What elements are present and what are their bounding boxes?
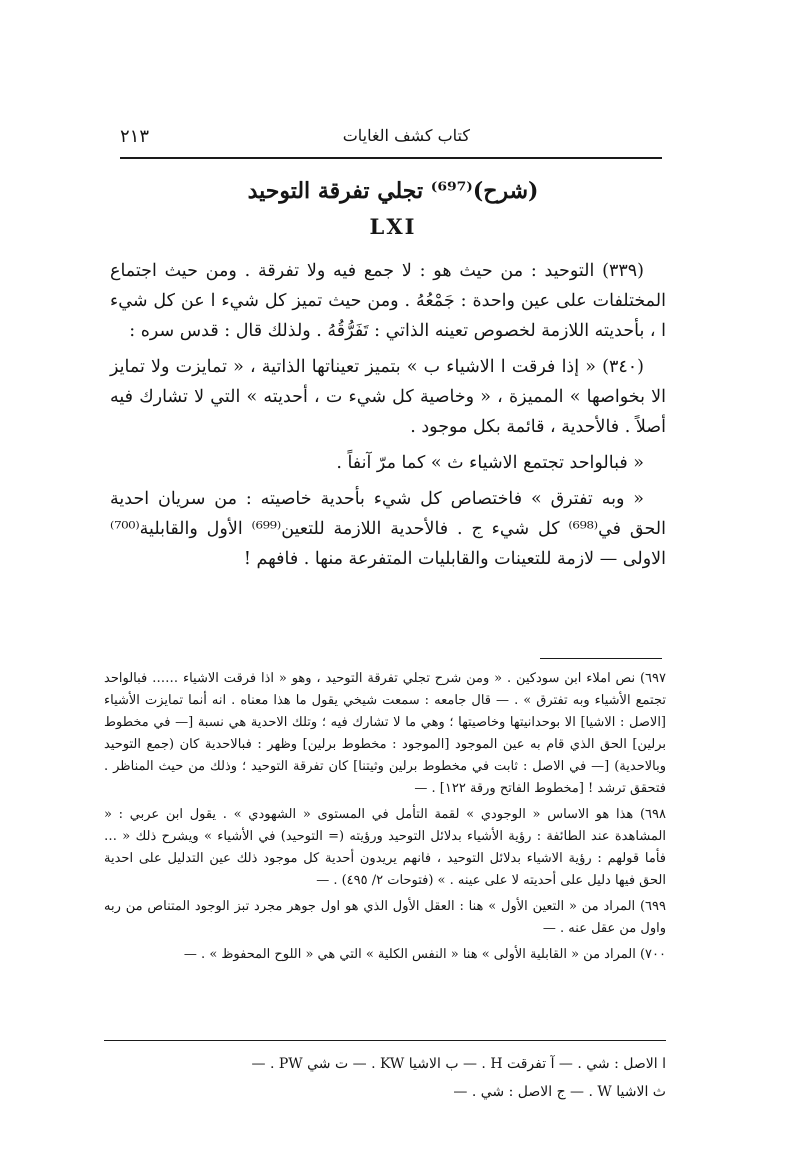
paragraph-339: (٣٣٩) التوحيد : من حيث هو : لا جمع فيه ولا تفرقة . ومن حيث اجتماع المختلفات على عين واحدة : جَمْعُهُ . ومن حيث تميز كل شيء ا عن كل شيء ا ، بأحديته اللازمة لخصوص تعينه الذاتي : تَفَرُّقُهُ . ولذلك قال : قدس سره : [110,261,666,341]
footnote-698: ٦٩٨) هذا هو الاساس « الوجودي » لقمة التأمل في المستوى « الشهودي » . يقول ابن عربي : « المشاهدة عند الطائفة : رؤية الأشياء بدلائل التوحيد ورؤيته (= التوحيد) في الأشياء » ويشرح ذلك « … فأما قولهم : رؤية الاشياء بدلائل التوحيد ، فانهم يريدون أحدية كل موجود ذلك عين التدليل على احدية الحق فيها دليل على أحديته لا على عينه . » (فتوحات ٢/ ٤٩٥) . — [104,807,666,888]
footnote-rule [540,658,662,659]
footnote-699: ٦٩٩) المراد من « التعين الأول » هنا : العقل الأول الذي هو اول جوهر مجرد تبز الوجود المتناص من ربه واول من عقل عنه . — [104,899,666,936]
footnote-697: ٦٩٧) نص املاء ابن سودكين . « ومن شرح تجلي تفرقة التوحيد ، وهو « اذا فرقت الاشياء …… فبالواحد تجتمع الأشياء وبه تفترق » . — قال جامعه : سمعت شيخي يقول ما هذا معناه . انه أنما تمايزت الأشياء [الاصل : الاشيا] الا بوحدانيتها وخاصيتها ؛ وهي ما لا تشارك فيه ؛ وتلك الاحدية هي نسبة [— في مخطوط برلين] الحق الذي قام به عين الموجود [الموجود : مخطوط برلين] وظهر : فبالاحدية كان (جمع التوحيد وبالاحدية) [— في الاصل : ثابت في مخطوط برلين وثيتنا] كان تفرقة التوحيد ؛ وذلك من حيث المناظر . فتحقق ترشد ! [مخطوط الفاتح ورقة ١٢٢] . — [104,671,666,796]
running-header [120,120,660,156]
apparatus-line-2: ث الاشيا W . — ج الاصل : شي . — [453,1084,666,1100]
footnotes [104,668,666,970]
apparatus-rule [104,1040,666,1041]
paragraph-quote-separation: « وبه تفترق » فاختصاص كل شيء بأحدية خاصيته : من سريان احدية الحق في⁽⁶⁹⁸⁾ كل شيء ج . فالأحدية اللازمة للتعين⁽⁶⁹⁹⁾ الأول والقابلية⁽⁷⁰⁰⁾ الاولى — لازمة للتعينات والقابليات المتفرعة منها . فافهم ! [110,489,667,569]
section-title: (شرح)⁽⁶⁹⁷⁾ تجلي تفرقة التوحيد [247,178,539,204]
main-text [110,256,666,580]
header-rule [120,157,662,159]
apparatus-line-1: ا الاصل : شي . — آ تفرقت H . — ب الاشيا KW . — ت شي PW . — [251,1056,666,1072]
paragraph-340: (٣٤٠) « إذا فرقت ا الاشياء ب » بتميز تعيناتها الذاتية ، « تمايزت ولا تمايز الا بخواصها » المميزة ، « وخاصية كل شيء ت ، أحديته » التي لا تشارك فيه أصلاً . فالأحدية ، قائمة بكل موجود . [110,357,666,437]
section-roman-number: LXI [369,214,417,239]
page-number: ٢١٣ [120,126,150,147]
critical-apparatus [104,1050,666,1106]
paragraph-quote-unity: « فبالواحد تجتمع الاشياء ث » كما مرّ آنفاً . [336,453,644,473]
footnote-700: ٧٠٠) المراد من « القابلية الأولى » هنا « النفس الكلية » التي هي « اللوح المحفوظ » . — [183,947,666,962]
running-title: كتاب كشف الغايات [342,126,470,145]
